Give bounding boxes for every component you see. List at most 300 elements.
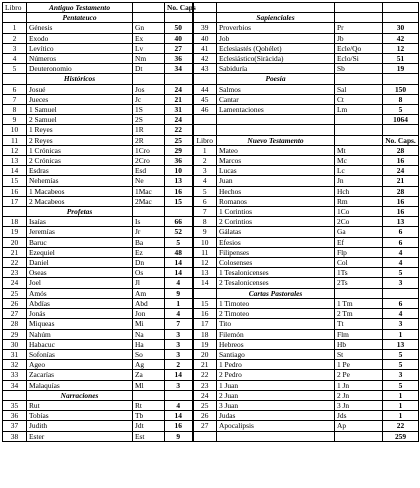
- book-name: Tito: [217, 319, 335, 329]
- chapter-count: 5: [383, 360, 419, 370]
- book-name: Sofonías: [27, 349, 133, 359]
- chapter-count: 15: [165, 196, 193, 206]
- table-row: [3, 380, 419, 390]
- chapter-count: 5: [383, 268, 419, 278]
- book-number: 30: [3, 339, 27, 349]
- book-number: 7: [193, 207, 217, 217]
- chapter-count: 14: [165, 411, 193, 421]
- book-abbreviation: Jl: [133, 278, 165, 288]
- book-number: 27: [3, 309, 27, 319]
- book-abbreviation: [335, 115, 383, 125]
- chapter-count: 4: [165, 309, 193, 319]
- book-name: Génesis: [27, 23, 133, 33]
- chapter-count: 19: [383, 64, 419, 74]
- book-number: 9: [3, 115, 27, 125]
- book-abbreviation: Mi: [133, 319, 165, 329]
- book-abbreviation: Rm: [335, 196, 383, 206]
- book-abbreviation: 2 Pe: [335, 370, 383, 380]
- book-abbreviation: 2Mac: [133, 196, 165, 206]
- book-abbreviation: Nm: [133, 54, 165, 64]
- book-name: Baruc: [27, 237, 133, 247]
- book-abbreviation: 1 Pe: [335, 360, 383, 370]
- book-number: 6: [193, 196, 217, 206]
- book-abbreviation: Hb: [335, 339, 383, 349]
- book-number: 21: [3, 247, 27, 257]
- book-name: 2 Reyes: [27, 135, 133, 145]
- book-name: Ester: [27, 431, 133, 441]
- book-number: 38: [3, 431, 27, 441]
- chapter-count: 7: [165, 319, 193, 329]
- book-name: Filemón: [217, 329, 335, 339]
- book-abbreviation: 2 Tm: [335, 309, 383, 319]
- book-name: Ageo: [27, 360, 133, 370]
- book-abbreviation: [335, 431, 383, 441]
- chapter-count: 10: [165, 166, 193, 176]
- chapter-count: 16: [383, 196, 419, 206]
- book-abbreviation: 2Cro: [133, 156, 165, 166]
- book-abbreviation: Mc: [335, 156, 383, 166]
- book-number: 7: [3, 94, 27, 104]
- book-number: 20: [3, 237, 27, 247]
- book-number: 21: [193, 360, 217, 370]
- table-row: [3, 370, 419, 380]
- book-abbreviation: Ga: [335, 227, 383, 237]
- chapter-count: 28: [383, 145, 419, 155]
- section-heading: Profetas: [27, 207, 133, 217]
- book-name: Judas: [217, 411, 335, 421]
- book-abbreviation: 1R: [133, 125, 165, 135]
- book-name: Colosenses: [217, 258, 335, 268]
- book-name: 2 Timoteo: [217, 309, 335, 319]
- book-abbreviation: Ap: [335, 421, 383, 431]
- book-abbreviation: So: [133, 349, 165, 359]
- chapter-count: 30: [383, 23, 419, 33]
- chapter-count: 13: [165, 176, 193, 186]
- no-caps-header: No. Caps: [165, 3, 193, 13]
- book-abbreviation: 1Ts: [335, 268, 383, 278]
- book-number: 36: [3, 411, 27, 421]
- book-abbreviation: 3 Jn: [335, 400, 383, 410]
- table-row: [3, 319, 419, 329]
- bible-books-table: [2, 2, 419, 442]
- book-abbreviation: Est: [133, 431, 165, 441]
- book-abbreviation: 1S: [133, 105, 165, 115]
- book-name: 2 Samuel: [27, 115, 133, 125]
- empty-cell: [335, 13, 383, 23]
- book-number: 32: [3, 360, 27, 370]
- book-abbreviation: 1 Jn: [335, 380, 383, 390]
- book-abbreviation: Gn: [133, 23, 165, 33]
- table-row: [3, 411, 419, 421]
- book-abbreviation: Jn: [335, 176, 383, 186]
- book-abbreviation: Abd: [133, 298, 165, 308]
- chapter-count: 4: [383, 247, 419, 257]
- no-caps-header-2: No. Caps.: [383, 135, 419, 145]
- book-number: [3, 207, 27, 217]
- libro-header: Libro: [3, 3, 27, 13]
- chapter-count: 1: [383, 400, 419, 410]
- book-name: Mateo: [217, 145, 335, 155]
- book-name: 1 Reyes: [27, 125, 133, 135]
- book-abbreviation: Jon: [133, 309, 165, 319]
- book-abbreviation: Lm: [335, 105, 383, 115]
- book-abbreviation: 2Ts: [335, 278, 383, 288]
- chapter-count: 66: [165, 217, 193, 227]
- book-abbreviation: [335, 288, 383, 298]
- chapter-count: 1: [383, 329, 419, 339]
- book-number: 20: [193, 349, 217, 359]
- book-abbreviation: Tb: [133, 411, 165, 421]
- book-number: 18: [3, 217, 27, 227]
- book-name: Filipenses: [217, 247, 335, 257]
- chapter-count: 9: [165, 431, 193, 441]
- book-name: Job: [217, 33, 335, 43]
- table-row: [3, 166, 419, 176]
- chapter-count: 14: [165, 268, 193, 278]
- book-name: 2 Juan: [217, 390, 335, 400]
- book-number: 40: [193, 33, 217, 43]
- book-name: Abdías: [27, 298, 133, 308]
- book-number: [193, 115, 217, 125]
- book-name: Tobías: [27, 411, 133, 421]
- chapter-count: 1: [383, 411, 419, 421]
- chapter-count: 13: [383, 339, 419, 349]
- book-number: [193, 125, 217, 135]
- table-row: [3, 156, 419, 166]
- chapter-count: 34: [165, 64, 193, 74]
- chapter-count: 16: [165, 421, 193, 431]
- book-number: 16: [193, 309, 217, 319]
- book-number: 11: [3, 135, 27, 145]
- book-name: Cantar: [217, 94, 335, 104]
- empty-cell: [383, 13, 419, 23]
- book-name: 1 Samuel: [27, 105, 133, 115]
- book-number: 10: [193, 237, 217, 247]
- book-abbreviation: Jr: [133, 227, 165, 237]
- book-number: 8: [193, 217, 217, 227]
- chapter-count: [165, 74, 193, 84]
- book-abbreviation: [335, 125, 383, 135]
- table-row: [3, 268, 419, 278]
- nuevo-testamento-heading: Nuevo Testamento: [217, 135, 335, 145]
- book-name: Zacarías: [27, 370, 133, 380]
- book-number: 22: [193, 370, 217, 380]
- book-name: 2 Corintios: [217, 217, 335, 227]
- book-number: 18: [193, 329, 217, 339]
- book-number: 46: [193, 105, 217, 115]
- book-abbreviation: Flp: [335, 247, 383, 257]
- table-row: [3, 125, 419, 135]
- chapter-count: 4: [383, 258, 419, 268]
- book-abbreviation: [133, 207, 165, 217]
- chapter-count: 5: [165, 237, 193, 247]
- chapter-count: 3: [383, 319, 419, 329]
- book-name: Isaías: [27, 217, 133, 227]
- book-abbreviation: Ne: [133, 176, 165, 186]
- book-number: [3, 74, 27, 84]
- chapter-count: 48: [165, 247, 193, 257]
- book-number: 12: [3, 145, 27, 155]
- book-name: Jonás: [27, 309, 133, 319]
- empty-cell: [193, 13, 217, 23]
- chapter-count: 16: [383, 207, 419, 217]
- book-abbreviation: Jos: [133, 84, 165, 94]
- book-number: 4: [3, 54, 27, 64]
- book-number: [3, 390, 27, 400]
- book-abbreviation: Hch: [335, 186, 383, 196]
- book-number: 6: [3, 84, 27, 94]
- book-abbreviation: Ha: [133, 339, 165, 349]
- chapter-count: 40: [165, 33, 193, 43]
- book-number: 17: [193, 319, 217, 329]
- book-number: 2: [193, 156, 217, 166]
- book-abbreviation: 1Mac: [133, 186, 165, 196]
- section-heading: Narraciones: [27, 390, 133, 400]
- book-abbreviation: Esd: [133, 166, 165, 176]
- book-abbreviation: [133, 74, 165, 84]
- chapter-count: 9: [165, 288, 193, 298]
- book-number: 13: [3, 156, 27, 166]
- book-name: Ezequiel: [27, 247, 133, 257]
- table-row: [3, 115, 419, 125]
- book-abbreviation: Sal: [335, 84, 383, 94]
- book-abbreviation: [133, 390, 165, 400]
- book-number: 15: [3, 176, 27, 186]
- empty-cell: [193, 3, 217, 13]
- book-number: 11: [193, 247, 217, 257]
- book-name: Deuteronomio: [27, 64, 133, 74]
- table-row: [3, 176, 419, 186]
- book-number: 44: [193, 84, 217, 94]
- empty-cell: [133, 3, 165, 13]
- book-abbreviation: Lv: [133, 43, 165, 53]
- table-row: [3, 105, 419, 115]
- chapter-count: 16: [383, 156, 419, 166]
- book-name: Daniel: [27, 258, 133, 268]
- chapter-count: 42: [383, 33, 419, 43]
- chapter-count: 22: [383, 421, 419, 431]
- chapter-count: 14: [165, 258, 193, 268]
- book-abbreviation: 1Co: [335, 207, 383, 217]
- chapter-count: 3: [165, 329, 193, 339]
- book-abbreviation: Jc: [133, 94, 165, 104]
- book-number: 9: [193, 227, 217, 237]
- book-name: Salmos: [217, 84, 335, 94]
- chapter-count: [165, 207, 193, 217]
- book-name: Esdras: [27, 166, 133, 176]
- book-name: Oseas: [27, 268, 133, 278]
- bible-books-table-page: [2, 2, 418, 486]
- book-name: 1 Corintios: [217, 207, 335, 217]
- book-name: [217, 125, 335, 135]
- book-name: Miqueas: [27, 319, 133, 329]
- book-name: Lucas: [217, 166, 335, 176]
- book-number: 1: [193, 145, 217, 155]
- chapter-count: 5: [383, 349, 419, 359]
- chapter-count: 6: [383, 227, 419, 237]
- book-abbreviation: 2R: [133, 135, 165, 145]
- book-number: 27: [193, 421, 217, 431]
- book-name: Amós: [27, 288, 133, 298]
- table-row: [3, 23, 419, 33]
- chapter-count: 50: [165, 23, 193, 33]
- book-number: 33: [3, 370, 27, 380]
- book-name: Juan: [217, 176, 335, 186]
- book-name: Santiago: [217, 349, 335, 359]
- chapter-count: 12: [383, 43, 419, 53]
- table-row: [3, 278, 419, 288]
- chapter-count: 31: [165, 105, 193, 115]
- book-number: 12: [193, 258, 217, 268]
- table-row: [3, 54, 419, 64]
- book-abbreviation: St: [335, 349, 383, 359]
- chapter-count: 4: [165, 278, 193, 288]
- book-abbreviation: Ex: [133, 33, 165, 43]
- table-row: [3, 207, 419, 217]
- book-name: Nahúm: [27, 329, 133, 339]
- chapter-count: 1: [165, 298, 193, 308]
- book-name: 1 Crónicas: [27, 145, 133, 155]
- book-name: [217, 431, 335, 441]
- book-number: [193, 288, 217, 298]
- antiguo-testamento-header: Antiguo Testamento: [27, 3, 133, 13]
- book-abbreviation: 2Co: [335, 217, 383, 227]
- chapter-count: 29: [165, 145, 193, 155]
- book-number: 35: [3, 400, 27, 410]
- book-number: 19: [3, 227, 27, 237]
- chapter-count: 3: [383, 370, 419, 380]
- book-name: 1 Juan: [217, 380, 335, 390]
- chapter-count: 21: [165, 94, 193, 104]
- book-number: [193, 431, 217, 441]
- book-number: [193, 74, 217, 84]
- table-row: [3, 349, 419, 359]
- book-abbreviation: 1 Tm: [335, 298, 383, 308]
- book-number: 28: [3, 319, 27, 329]
- book-name: Romanos: [217, 196, 335, 206]
- book-name: Proverbios: [217, 23, 335, 33]
- chapter-count: 13: [383, 217, 419, 227]
- table-row: [3, 33, 419, 43]
- chapter-count: 4: [165, 400, 193, 410]
- book-number: 45: [193, 94, 217, 104]
- book-abbreviation: Ml: [133, 380, 165, 390]
- section-heading: Históricos: [27, 74, 133, 84]
- chapter-count: 150: [383, 84, 419, 94]
- book-name: Judith: [27, 421, 133, 431]
- table-row: [3, 74, 419, 84]
- book-number: 3: [193, 166, 217, 176]
- chapter-count: 259: [383, 431, 419, 441]
- table-row: [3, 421, 419, 431]
- book-abbreviation: Dt: [133, 64, 165, 74]
- chapter-count: 5: [383, 380, 419, 390]
- book-name: 2 Crónicas: [27, 156, 133, 166]
- chapter-count: 8: [383, 94, 419, 104]
- book-name: Malaquías: [27, 380, 133, 390]
- book-name: 3 Juan: [217, 400, 335, 410]
- chapter-count: 36: [165, 156, 193, 166]
- chapter-count: 24: [383, 166, 419, 176]
- chapter-count: 21: [383, 176, 419, 186]
- book-abbreviation: Ag: [133, 360, 165, 370]
- book-name: Gálatas: [217, 227, 335, 237]
- chapter-count: 51: [383, 54, 419, 64]
- empty-cell: [3, 13, 27, 23]
- table-row: [3, 360, 419, 370]
- book-name: Exodo: [27, 33, 133, 43]
- book-abbreviation: Col: [335, 258, 383, 268]
- book-number: 26: [193, 411, 217, 421]
- empty-cell: [335, 3, 383, 13]
- book-number: 10: [3, 125, 27, 135]
- chapter-count: 6: [383, 298, 419, 308]
- book-number: 15: [193, 298, 217, 308]
- book-number: 25: [3, 288, 27, 298]
- book-number: 1: [3, 23, 27, 33]
- book-name: 1 Pedro: [217, 360, 335, 370]
- book-name: Apocalipsis: [217, 421, 335, 431]
- chapter-count: [383, 125, 419, 135]
- book-abbreviation: 2S: [133, 115, 165, 125]
- book-number: 13: [193, 268, 217, 278]
- book-number: 14: [3, 166, 27, 176]
- book-number: 14: [193, 278, 217, 288]
- book-name: Joel: [27, 278, 133, 288]
- book-number: 29: [3, 329, 27, 339]
- book-name: Marcos: [217, 156, 335, 166]
- book-abbreviation: Mt: [335, 145, 383, 155]
- chapter-count: 28: [383, 186, 419, 196]
- book-number: 24: [3, 278, 27, 288]
- chapter-count: 3: [165, 380, 193, 390]
- chapter-count: [383, 74, 419, 84]
- chapter-count: 3: [383, 278, 419, 288]
- book-abbreviation: Lc: [335, 166, 383, 176]
- empty-cell: [217, 3, 335, 13]
- book-name: Levítico: [27, 43, 133, 53]
- book-abbreviation: [335, 135, 383, 145]
- table-row: [3, 227, 419, 237]
- table-row: [3, 64, 419, 74]
- book-number: 37: [3, 421, 27, 431]
- chapter-count: [383, 288, 419, 298]
- book-number: 2: [3, 33, 27, 43]
- book-number: 19: [193, 339, 217, 349]
- book-name: Lamentaciones: [217, 105, 335, 115]
- book-name: 2 Tesalonicenses: [217, 278, 335, 288]
- book-number: 23: [3, 268, 27, 278]
- book-abbreviation: Tt: [335, 319, 383, 329]
- book-number: 43: [193, 64, 217, 74]
- book-name: 2 Pedro: [217, 370, 335, 380]
- book-abbreviation: Eclo/Si: [335, 54, 383, 64]
- chapter-count: 14: [165, 370, 193, 380]
- book-abbreviation: Ba: [133, 237, 165, 247]
- book-abbreviation: Jb: [335, 33, 383, 43]
- table-row: [3, 186, 419, 196]
- book-number: 31: [3, 349, 27, 359]
- chapter-count: 27: [165, 43, 193, 53]
- table-row: [3, 329, 419, 339]
- empty-cell: [383, 3, 419, 13]
- chapter-count: 3: [165, 349, 193, 359]
- book-number: 24: [193, 390, 217, 400]
- sapienciales-heading: Sapienciales: [217, 13, 335, 23]
- book-name: Efesios: [217, 237, 335, 247]
- book-name: 1 Tesalonicenses: [217, 268, 335, 278]
- book-number: 16: [3, 186, 27, 196]
